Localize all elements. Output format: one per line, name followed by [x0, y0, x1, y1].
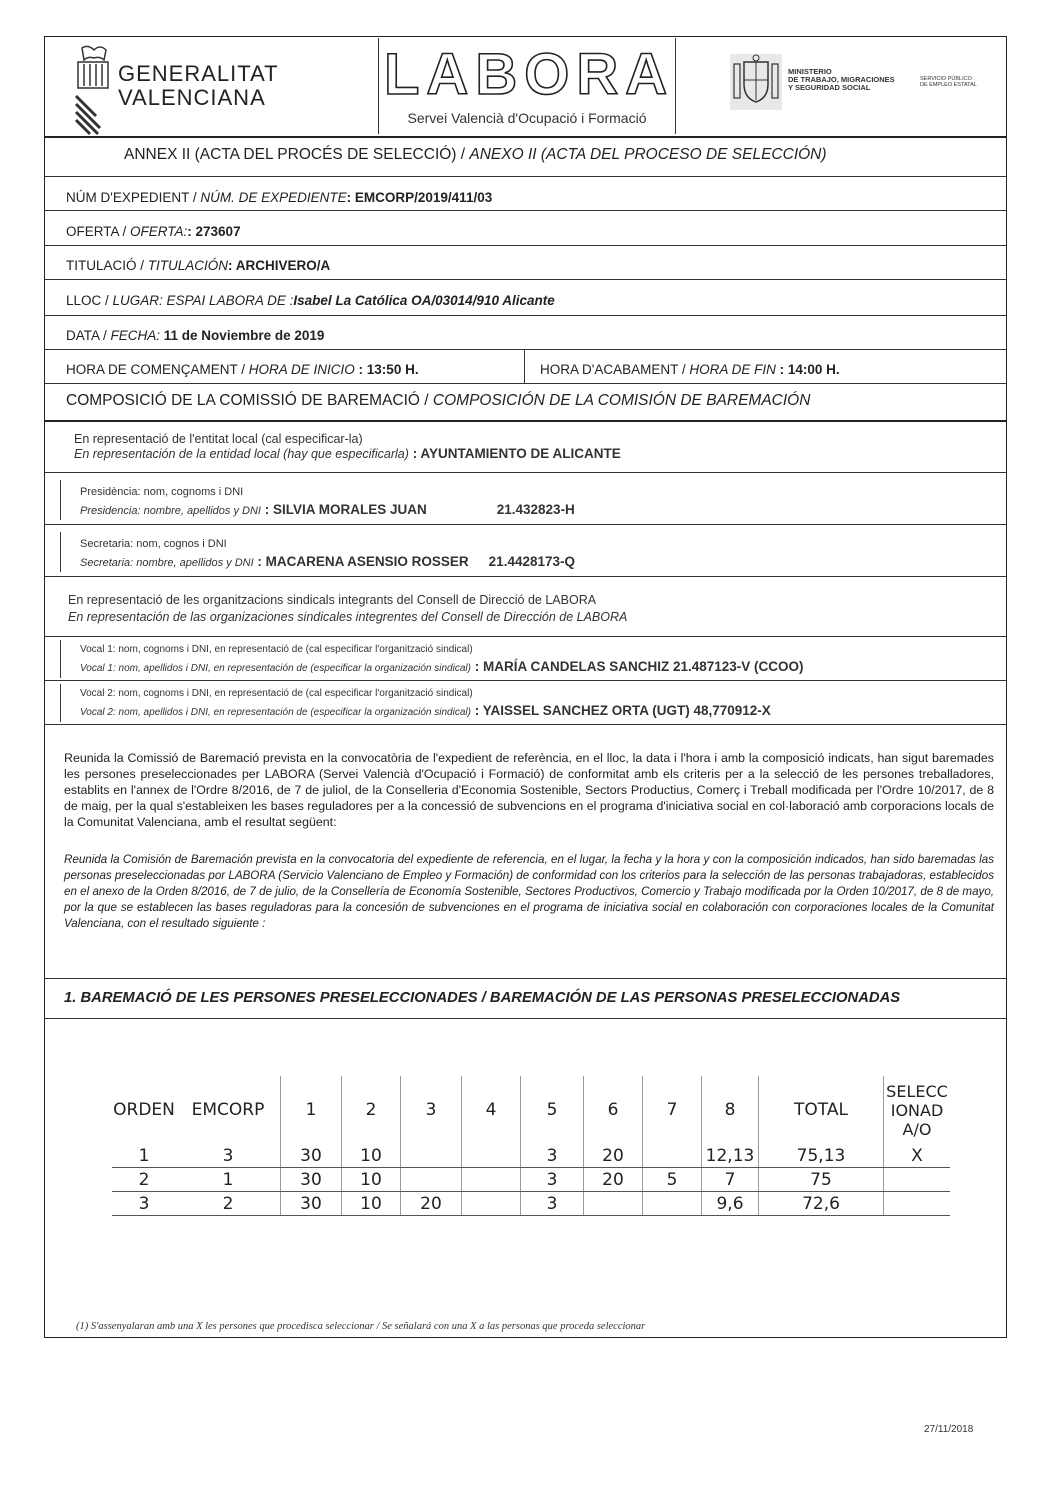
indent-line [60, 684, 61, 722]
table-cell: 20 [401, 1192, 462, 1216]
table-cell: 75 [759, 1168, 884, 1192]
hora-fi-label-va: HORA D'ACABAMENT / [540, 362, 690, 377]
table-row [112, 1144, 950, 1168]
col-header-emcorp: EMCORP [191, 1100, 265, 1120]
oferta-label-va: OFERTA / [66, 224, 131, 239]
col-header-seleccionado [884, 1076, 951, 1144]
secretaria-name: : MACARENA ASENSIO ROSSER [253, 554, 469, 569]
table-cell: 7 [702, 1168, 759, 1192]
annex-title [124, 146, 827, 164]
divider [44, 636, 1007, 637]
divider [44, 420, 1007, 422]
divider [44, 349, 1007, 350]
sepe-text [920, 76, 977, 88]
divider [44, 176, 1007, 177]
col-header-total: TOTAL [759, 1076, 884, 1144]
table-cell: 3 [521, 1192, 584, 1216]
oferta-value: : 273607 [187, 224, 241, 239]
secretaria-label-es: Secretaria: nombre, apellidos y DNI [80, 557, 254, 569]
divider [44, 245, 1007, 246]
hora-inici-label-es: HORA DE INICIO [248, 362, 355, 377]
table-cell [884, 1168, 951, 1192]
vocal1-block [80, 641, 804, 677]
table-cell [401, 1168, 462, 1192]
sindicals-block [68, 592, 627, 626]
table-cell: 3 [521, 1168, 584, 1192]
time-divider [524, 349, 525, 383]
divider [44, 724, 1007, 725]
table-cell [462, 1192, 521, 1216]
vocal1-label-es: Vocal 1: nom, apellidos i DNI, en representación de (especificar la organización sindical) [80, 663, 471, 674]
table-cell [401, 1144, 462, 1168]
col-header-8: 8 [702, 1076, 759, 1144]
vocal1-label-va: Vocal 1: nom, cognoms i DNI, en representació de (cal especificar l'organització sindical) [80, 644, 473, 655]
labora-subtitle: Servei Valencià d'Ocupació i Formació [407, 110, 647, 126]
date-stamp: 27/11/2018 [924, 1424, 974, 1435]
divider [44, 472, 1007, 473]
section1-title: 1. BAREMACIÓ DE LES PERSONES PRESELECCIONADES / BAREMACIÓN DE LAS PERSONAS PRESELECCIONADAS [64, 990, 901, 1006]
titulacio-value: : ARCHIVERO/A [228, 258, 331, 273]
data-row [66, 328, 324, 343]
vocal2-label-va: Vocal 2: nom, cognoms i DNI, en representació de (cal especificar l'organització sindical) [80, 688, 473, 699]
indent-line [60, 480, 61, 520]
table-cell [462, 1144, 521, 1168]
sindicals-label-es: En representación de las organizaciones sindicales integrentes del Consell de Dirección de LABORA [68, 610, 628, 624]
commission-title [66, 392, 810, 410]
table-row [112, 1192, 950, 1216]
commission-title-va: COMPOSICIÓ DE LA COMISSIÓ DE BAREMACIÓ / [66, 392, 433, 409]
table-cell: 3 [112, 1192, 176, 1216]
entitat-label-es: En representación de la entidad local (hay que especificarla) [74, 447, 409, 461]
ministry-line3: Y SEGURIDAD SOCIAL [788, 83, 871, 92]
table-header-row [112, 1076, 950, 1144]
table-cell [584, 1192, 643, 1216]
indent-line [60, 532, 61, 572]
table-cell: 5 [643, 1168, 702, 1192]
lloc-row [66, 293, 555, 308]
table-cell: 75,13 [759, 1144, 884, 1168]
table-cell: 9,6 [702, 1192, 759, 1216]
hora-inici-row [66, 362, 419, 377]
hora-fi-row [540, 362, 840, 377]
ministry-logo [730, 52, 990, 112]
ministry-line1: MINISTERIO [788, 67, 832, 76]
presidencia-label-va: Presidència: nom, cognoms i DNI [80, 486, 244, 498]
presidencia-name: : SILVIA MORALES JUAN [260, 502, 427, 517]
titulacio-label-va: TITULACIÓ / [66, 258, 148, 273]
sepe-line2: DE EMPLEO ESTATAL [920, 82, 977, 88]
divider [44, 1018, 1007, 1019]
presidencia-dni: 21.432823-H [496, 502, 575, 517]
table-cell: 30 [281, 1144, 342, 1168]
divider [44, 279, 1007, 280]
table-cell: 10 [342, 1168, 401, 1192]
spain-coat-of-arms-icon [730, 54, 782, 110]
expedient-row [66, 190, 492, 205]
entitat-label-va: En representació de l'entitat local (cal especificar-la) [74, 432, 363, 446]
titulacio-row [66, 258, 330, 273]
vocal2-block [80, 685, 771, 721]
secretaria-dni: 21.4428173-Q [488, 554, 575, 569]
secretaria-block [80, 536, 575, 572]
table-cell: 10 [342, 1144, 401, 1168]
vocal1-value: : MARÍA CANDELAS SANCHIZ 21.487123-V (CCOO) [470, 659, 804, 674]
paragraph-va: Reunida la Comissió de Baremació prevista en la convocatòria de l'expedient de referència, en el lloc, la data i l'hora i amb la composició indicats, han sigut baremades les persones preseleccionades per LABORA (Servei Valencià d'Ocupació i Formació) de conformitat amb els criteris per a la selecció de les persones treballadores, establits en l'annex de l'Ordre 8/2016, de 7 de juliol, de la Conselleria d'Economia Sostenible, Sectors Productius, Comerç i Treball modificada per l'Ordre 10/2017, de 8 de maig, per la qual s'estableixen les bases reguladores per a la concessió de subvencions en el programa d'iniciativa social en col·laboració amb corporacions locals de la Comunitat Valenciana, amb el resultat següent: [64, 751, 994, 829]
divider [44, 680, 1007, 681]
col-header-5: 5 [521, 1076, 584, 1144]
paragraph-es: Reunida la Comisión de Baremación prevista en la convocatoria del expediente de referencia, en el lugar, la fecha y la hora y con la composición indicados, han sido baremadas las personas preseleccionadas por LABORA (Servicio Valenciano de Empleo y Formación) de conformidad con los criterios para la selección de las personas trabajadoras, establecidos en el anexo de la Orden 8/2016, de 7 de julio, de la Consellería de Economía Sostenible, Sectores Productivos, Comercio y Trabajo modificada por la Orden 10/2017, de 8 de mayo, por la que se establecen las bases reguladoras para la concesión de subvenciones en el programa de iniciativa social en colaboración con corporaciones locales de la Comunitat Valenciana, con el resultado siguiente : [64, 853, 994, 930]
table-cell: X [884, 1144, 951, 1168]
sepe-line1: SERVICIO PÚBLICO [920, 76, 972, 82]
oferta-row [66, 224, 241, 239]
hora-fi-value: : 14:00 H. [775, 362, 840, 377]
presidencia-label-es: Presidencia: nombre, apellidos y DNI [80, 505, 261, 517]
col-header-4: 4 [462, 1076, 521, 1144]
sel-header-line: IONAD [890, 1100, 944, 1120]
divider [44, 978, 1007, 979]
footnote: (1) S'assenyalaran amb una X les persones que procedisca seleccionar / Se señalará con una X a las personas que proceda seleccionar [76, 1321, 646, 1332]
generalitat-valenciana-text [118, 62, 279, 110]
table-cell: 72,6 [759, 1192, 884, 1216]
ministry-text [788, 68, 895, 92]
table-cell: 3 [521, 1144, 584, 1168]
col-header-orden: ORDEN [113, 1100, 175, 1120]
titulacio-label-es: TITULACIÓN [147, 258, 229, 273]
table-cell: 20 [584, 1144, 643, 1168]
table-cell [884, 1192, 951, 1216]
lloc-value: Isabel La Católica OA/03014/910 Alicante [293, 293, 555, 308]
data-label-va: DATA / [66, 328, 111, 343]
hora-inici-value: : 13:50 H. [354, 362, 419, 377]
labora-logo-title: LABORA [384, 42, 675, 107]
divider [44, 210, 1007, 211]
table-cell: 1 [112, 1144, 176, 1168]
divider [44, 576, 1007, 577]
ministry-line2: DE TRABAJO, MIGRACIONES [788, 75, 895, 84]
vocal2-value: : YAISSEL SANCHEZ ORTA (UGT) 48,770912-X [470, 703, 771, 718]
table-cell: 12,13 [702, 1144, 759, 1168]
indent-line [60, 640, 61, 678]
gva-line1: GENERALITAT [118, 61, 279, 86]
table-cell: 3 [176, 1144, 281, 1168]
data-label-es: FECHA: [110, 328, 161, 343]
expedient-label-va: NÚM D'EXPEDIENT / [66, 190, 201, 205]
table-cell: 30 [281, 1192, 342, 1216]
col-header-2: 2 [342, 1076, 401, 1144]
commission-title-es: COMPOSICIÓN DE LA COMISIÓN DE BAREMACIÓN [432, 392, 811, 409]
sindicals-label-va: En representació de les organitzacions sindicals integrants del Consell de Direcció de LABORA [68, 593, 597, 607]
table-row [112, 1168, 950, 1192]
table-cell [643, 1144, 702, 1168]
divider [44, 383, 1007, 384]
oferta-label-es: OFERTA: [130, 224, 188, 239]
vocal2-label-es: Vocal 2: nom, apellidos i DNI, en representación de (especificar la organización sindical) [80, 707, 471, 718]
presidencia-block [80, 484, 575, 520]
scores-table [112, 1076, 950, 1216]
gva-line2: VALENCIANA [118, 85, 266, 110]
divider [44, 315, 1007, 316]
lloc-label-es: LUGAR: ESPAI LABORA DE : [112, 293, 294, 308]
table-cell: 1 [176, 1168, 281, 1192]
sel-header-line: SELECC [886, 1081, 948, 1101]
table-cell [643, 1192, 702, 1216]
sel-header-line: A/O [902, 1119, 932, 1139]
expedient-label-es: NÚM. DE EXPEDIENTE [200, 190, 347, 205]
generalitat-valenciana-logo [70, 44, 116, 136]
entitat-value: : AYUNTAMIENTO DE ALICANTE [408, 446, 621, 461]
annex-title-es: ANEXO II (ACTA DEL PROCESO DE SELECCIÓN) [469, 146, 827, 163]
col-header-6: 6 [584, 1076, 643, 1144]
table-cell: 2 [176, 1192, 281, 1216]
secretaria-label-va: Secretaria: nom, cognos i DNI [80, 538, 227, 550]
data-value: 11 de Noviembre de 2019 [160, 328, 325, 343]
hora-inici-label-va: HORA DE COMENÇAMENT / [66, 362, 249, 377]
table-cell: 10 [342, 1192, 401, 1216]
expedient-value: : EMCORP/2019/411/03 [346, 190, 493, 205]
hora-fi-label-es: HORA DE FIN [689, 362, 776, 377]
table-cell: 30 [281, 1168, 342, 1192]
entitat-block [74, 432, 621, 461]
lloc-label-va: LLOC / [66, 293, 113, 308]
table-cell: 20 [584, 1168, 643, 1192]
table-cell [462, 1168, 521, 1192]
col-header-3: 3 [401, 1076, 462, 1144]
col-header-1: 1 [281, 1076, 342, 1144]
divider [44, 524, 1007, 525]
divider [44, 136, 1007, 138]
annex-title-va: ANNEX II (ACTA DEL PROCÉS DE SELECCIÓ) / [124, 146, 470, 163]
col-header-7: 7 [643, 1076, 702, 1144]
table-cell: 2 [112, 1168, 176, 1192]
